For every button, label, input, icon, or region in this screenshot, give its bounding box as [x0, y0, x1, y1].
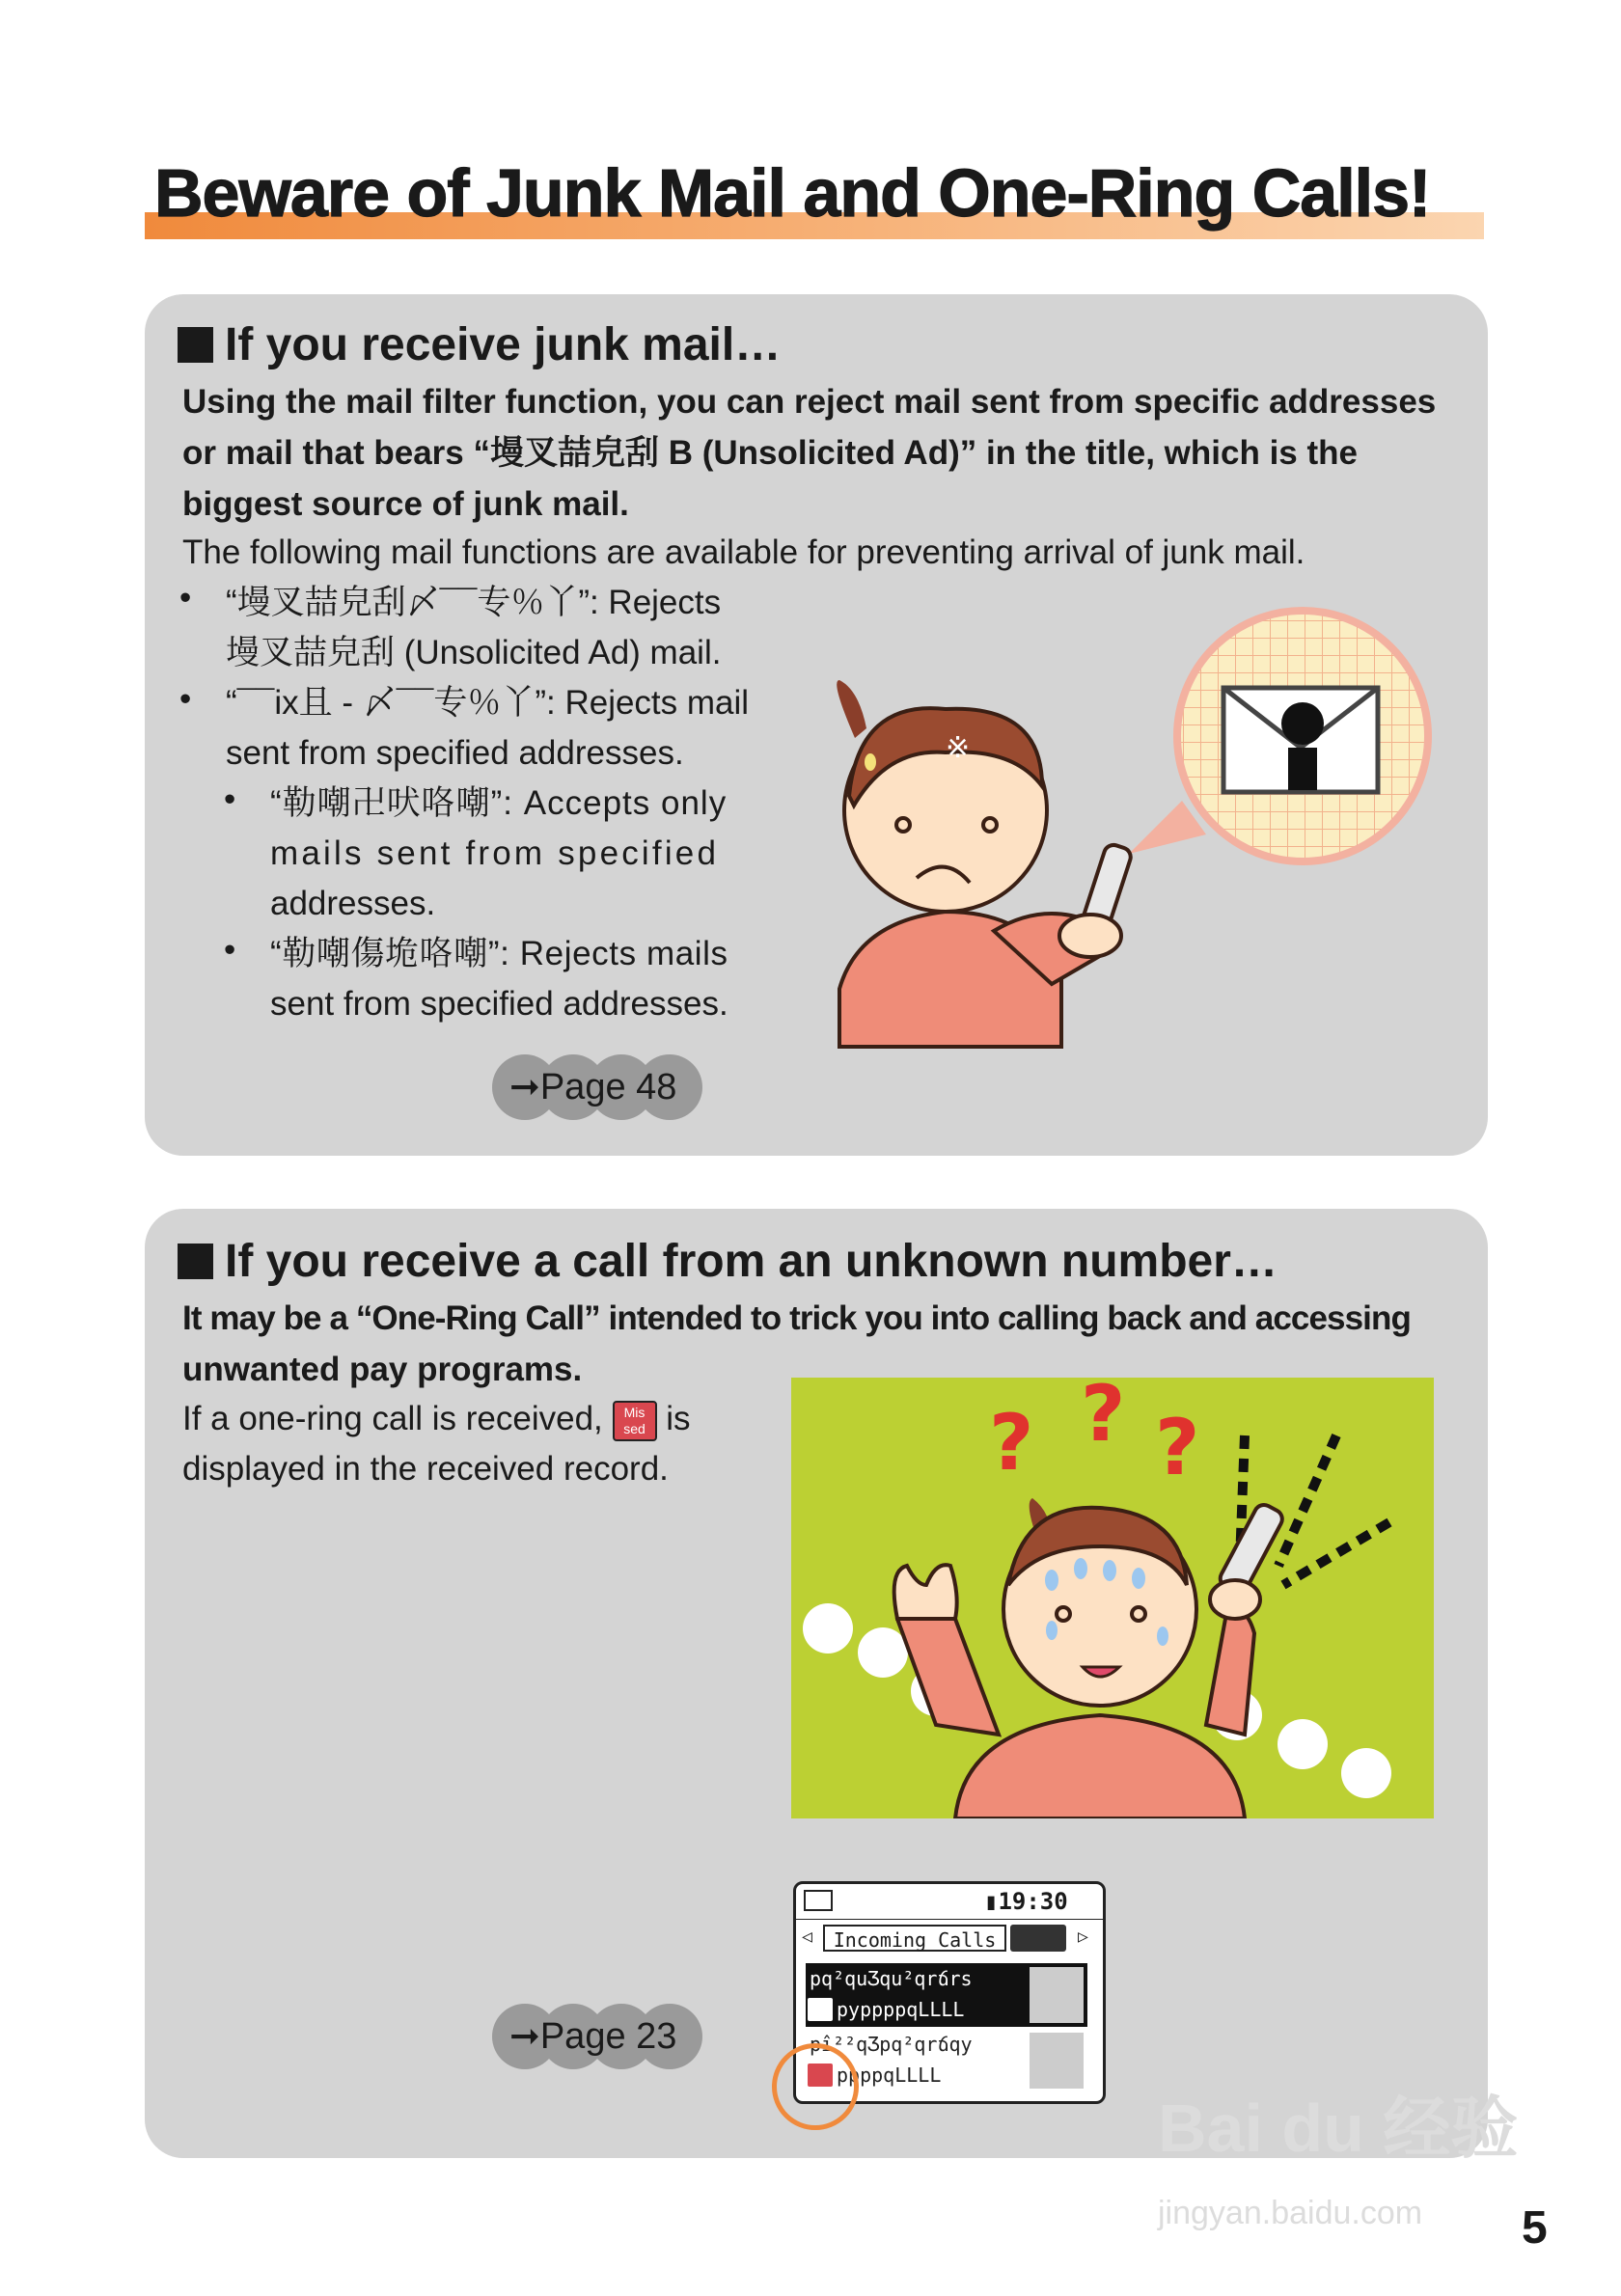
question-mark-1: ?: [989, 1398, 1034, 1488]
sub-bullet-reject-line2: sent from specified addresses.: [270, 985, 728, 1023]
tab-left-arrow-icon[interactable]: ◁: [802, 1927, 812, 1947]
call-lead-line-2: unwanted pay programs.: [182, 1351, 583, 1388]
junk-lead-line-3: biggest source of junk mail.: [182, 485, 629, 523]
question-mark-2: ?: [1081, 1378, 1126, 1459]
missed-badge-bottom: sed: [623, 1420, 646, 1436]
sub-bullet-dot: •: [224, 931, 236, 969]
baidu-watermark: Bai du 经验: [1158, 2091, 1519, 2166]
unknown-call-heading: [178, 1235, 1278, 1288]
sub-bullet-reject-line1: “勒嘲傷垝咯嘲”: Rejects mails: [270, 935, 728, 972]
bullet-address-filter-line1: “¯¯ix且 - 〆¯¯专％丫”: Rejects mail: [226, 684, 750, 722]
sub-bullet-accept-line3: addresses.: [270, 885, 436, 922]
junk-lead-line-2: or mail that bears “墁叉喆皃刮 B (Unsolicited Ad)” in the title, which is the: [182, 434, 1358, 472]
page-23-link[interactable]: [492, 2004, 685, 2069]
unknown-call-heading-text: If you receive a call from an unknown number…: [225, 1236, 1278, 1287]
junk-mail-heading-text: If you receive junk mail…: [225, 319, 782, 370]
tab-right-arrow-icon[interactable]: ▷: [1078, 1927, 1088, 1947]
baidu-watermark-url: jingyan.baidu.com: [1158, 2195, 1423, 2231]
junk-mail-illustration: [801, 603, 1457, 1056]
avatar-icon: [1030, 1967, 1084, 2023]
missed-call-badge-icon: [613, 1401, 657, 1441]
sub-bullet-accept-line2: mails sent from specified: [270, 834, 720, 872]
sub-bullet-reject: [270, 929, 728, 1029]
bullet-refuse-ads: [226, 578, 721, 678]
highlight-circle: [772, 2043, 859, 2130]
junk-mail-heading: [178, 318, 781, 371]
sub-bullet-accept-line1: “勒嘲卍吠咯嘲”: Accepts only: [270, 784, 728, 822]
junk-intro: The following mail functions are available for preventing arrival of junk mail.: [182, 533, 1305, 571]
missed-row-badge-icon: [808, 1998, 833, 2021]
one-ring-call-illustration: [791, 1378, 1434, 1818]
bullet-dot: •: [179, 680, 192, 718]
question-mark-3: ?: [1155, 1403, 1200, 1492]
bullet-address-filter: [226, 678, 749, 779]
page-number: 5: [1522, 2202, 1548, 2254]
svg-text:※: ※: [946, 731, 971, 765]
call-record-row-1[interactable]: [806, 1963, 1087, 2027]
envelope-icon: [1223, 688, 1378, 792]
junk-lead-line-1: Using the mail filter function, you can reject mail sent from specific addresses: [182, 383, 1437, 421]
sub-bullet-dot: •: [224, 780, 236, 818]
square-bullet-icon: [178, 1244, 213, 1279]
bullet-refuse-ads-line1: “墁叉喆皃刮〆¯¯专％丫”: Rejects: [226, 584, 722, 621]
bullet-address-filter-line2: sent from specified addresses.: [226, 734, 684, 772]
junk-mail-lead: [182, 376, 1466, 530]
missed-badge-top: Mis: [623, 1404, 646, 1420]
bullet-dot: •: [179, 579, 192, 616]
signal-icon: ▮: [984, 1888, 999, 1915]
missed-text-before: If a one-ring call is received,: [182, 1400, 603, 1437]
battery-icon: [804, 1890, 833, 1911]
page-48-label: ➞Page 48: [509, 1067, 677, 1107]
tab-incoming-calls[interactable]: Incoming Calls: [823, 1925, 1006, 1952]
bullet-refuse-ads-line2: 墁叉喆皃刮 (Unsolicited Ad) mail.: [226, 634, 722, 671]
call-lead-line-1: It may be a “One-Ring Call” intended to trick you into calling back and accessing: [182, 1299, 1411, 1337]
page-23-label: ➞Page 23: [509, 2016, 677, 2057]
clock-text: 19:30: [998, 1888, 1068, 1915]
status-clock: [984, 1888, 1068, 1915]
row1-date: pyppppqLLLL: [837, 1998, 965, 2021]
row2-date: ppppqLLLL: [837, 2064, 942, 2087]
square-bullet-icon: [178, 327, 213, 363]
row2-number: pî²²qƷpq²qrճqy: [810, 2033, 973, 2056]
page-48-link[interactable]: [492, 1054, 685, 1120]
row1-number: pq²quƷqu²qrճrs: [810, 1967, 973, 1990]
missed-call-explanation: [182, 1394, 691, 1494]
missed-text-after: is: [666, 1400, 691, 1437]
missed-text-line2: displayed in the received record.: [182, 1450, 669, 1488]
avatar-icon: [1030, 2033, 1084, 2089]
page-title: Beware of Junk Mail and One-Ring Calls!: [154, 155, 1431, 231]
sub-bullet-accept: [270, 779, 772, 929]
tab-other[interactable]: [1010, 1925, 1066, 1952]
